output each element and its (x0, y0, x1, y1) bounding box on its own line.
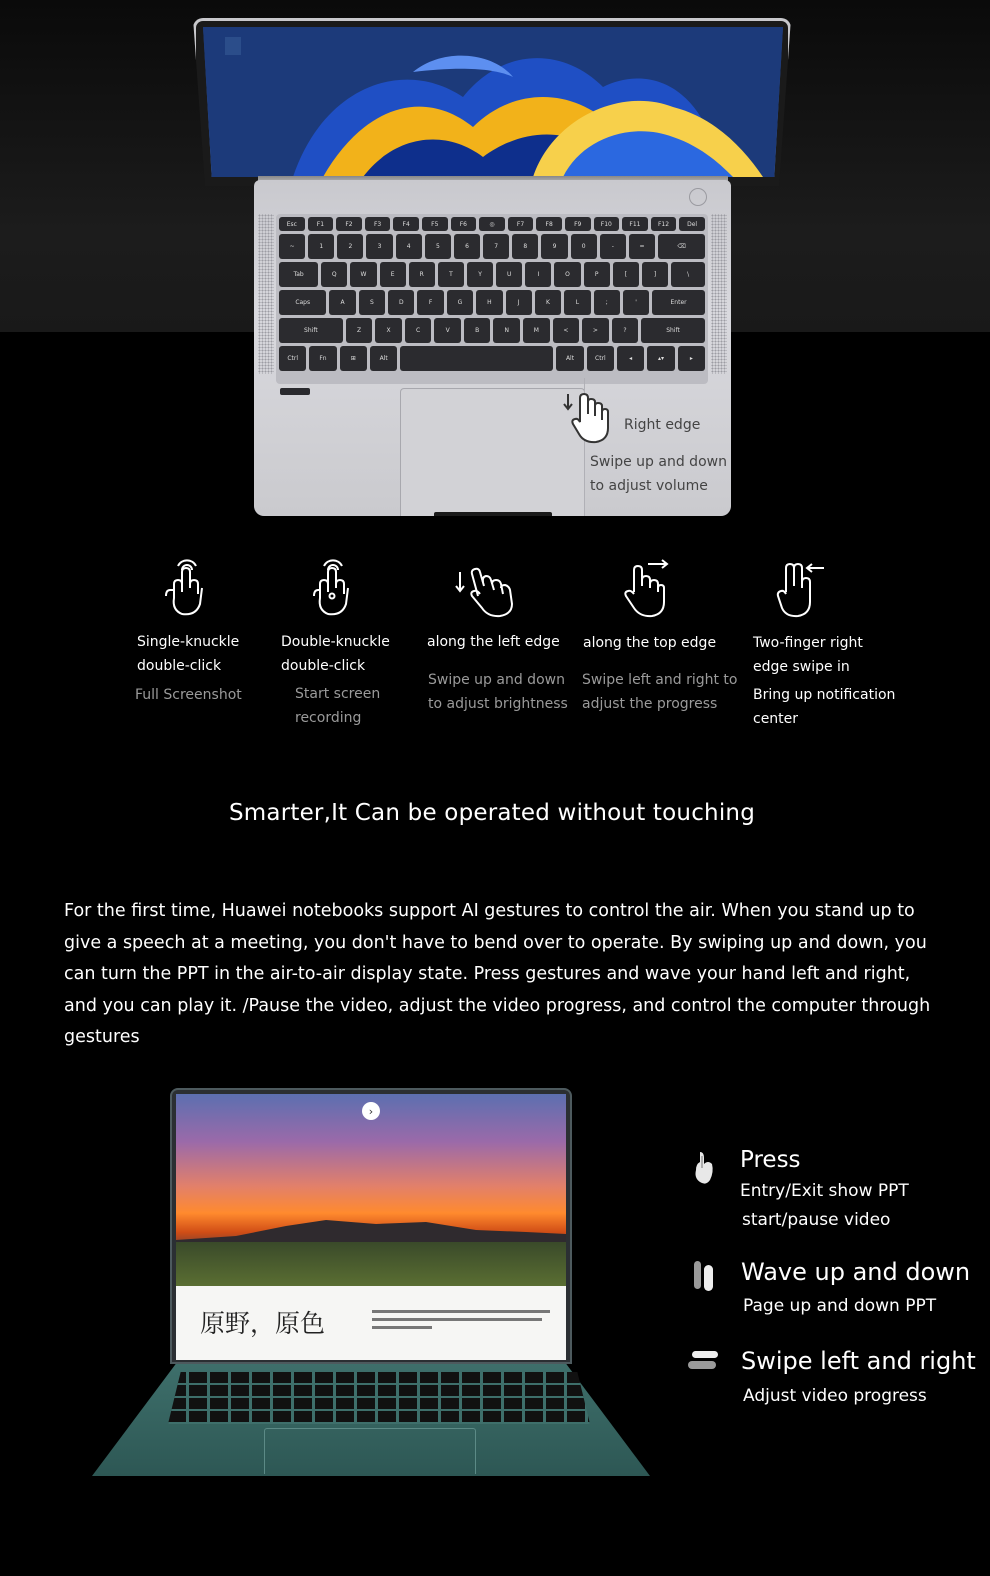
description-paragraph: For the first time, Huawei notebooks support AI gestures to control the air. When you stand up to give a speech at a meeting, you don't have to bend over to operate. By swiping up and down, you can turn the PPT in the air-to-air display state. Press gestures and wave your hand left and right, and you can play it. /Pause the video, adjust the video progress, and control the computer through gestures (64, 901, 931, 1047)
touchpad-hint-description: Swipe up and down to adjust volume (590, 454, 727, 494)
touchpad (400, 388, 585, 516)
fingerprint-power-button (689, 188, 707, 206)
left-edge-swipe-icon (454, 562, 518, 618)
gesture-3-description: Swipe up and down to adjust brightness (428, 672, 568, 712)
gesture-1-title: Single-knuckle double-click (137, 634, 240, 674)
gesture-2-description: Start screen recording (295, 686, 381, 726)
left-speaker-grille (258, 214, 274, 374)
keyboard: Esc F1 F2 F3 F4 F5 F6 ◎ F7 F8 F9 F10 F11 F12 Del ~ 1 2 3 4 5 6 7 8 9 0 - = ⌫ Tab Q W E R T Y U I O P [ ] \ Caps A S D F G H J K L ; ' Enter Shift Z X C V B N M < > ? Shift Ctrl Fn ⊞ Alt Alt Ctrl ◂ ▴▾ ▸ (276, 214, 708, 384)
wave-hand-icon (692, 1259, 716, 1293)
air-gesture-1-title: Press (740, 1147, 801, 1173)
section-headline: Smarter,It Can be operated without touching (229, 800, 755, 826)
next-slide-icon: › (362, 1102, 380, 1120)
two-finger-swipe-icon (774, 558, 828, 620)
air-gesture-2-title: Wave up and down (741, 1258, 971, 1286)
air-gesture-1-description: Entry/Exit show PPT start/pause video (740, 1181, 909, 1230)
gesture-5-description: Bring up notification center (753, 687, 896, 727)
right-edge-swipe-hand-icon (562, 390, 614, 446)
gesture-2-title: Double-knuckle double-click (281, 634, 390, 674)
grass-field (176, 1242, 566, 1286)
gesture-1-description: Full Screenshot (135, 687, 242, 703)
right-speaker-grille (711, 214, 727, 374)
knuckle-tap-icon (162, 558, 208, 618)
slide-title: 原野，原色 (200, 1309, 326, 1338)
green-laptop-touchpad (264, 1428, 476, 1474)
air-gesture-3-description: Adjust video progress (743, 1386, 927, 1406)
gesture-4-description: Swipe left and right to adjust the progress (582, 672, 738, 712)
touchpad-hint-label: Right edge (624, 417, 701, 433)
gesture-4-title: along the top edge (583, 635, 717, 651)
air-gesture-2-description: Page up and down PPT (743, 1296, 937, 1316)
gesture-5-title: Two-finger right edge swipe in (753, 635, 863, 675)
green-laptop-keyboard-rows (168, 1372, 590, 1424)
lid-open-notch (434, 512, 552, 516)
air-gesture-3-title: Swipe left and right (741, 1347, 976, 1375)
green-laptop-screen (176, 1094, 566, 1360)
swipe-hand-icon (686, 1349, 720, 1371)
laptop-screen-wallpaper (203, 27, 783, 177)
top-edge-swipe-icon (620, 558, 670, 620)
double-knuckle-icon (310, 556, 356, 618)
slide-body-text-lines (372, 1310, 550, 1334)
product-badge (280, 388, 310, 395)
wallpaper-art (203, 27, 783, 177)
slide-caption-card (176, 1286, 566, 1360)
gesture-3-title: along the left edge (427, 634, 560, 650)
press-hand-icon (692, 1150, 716, 1186)
